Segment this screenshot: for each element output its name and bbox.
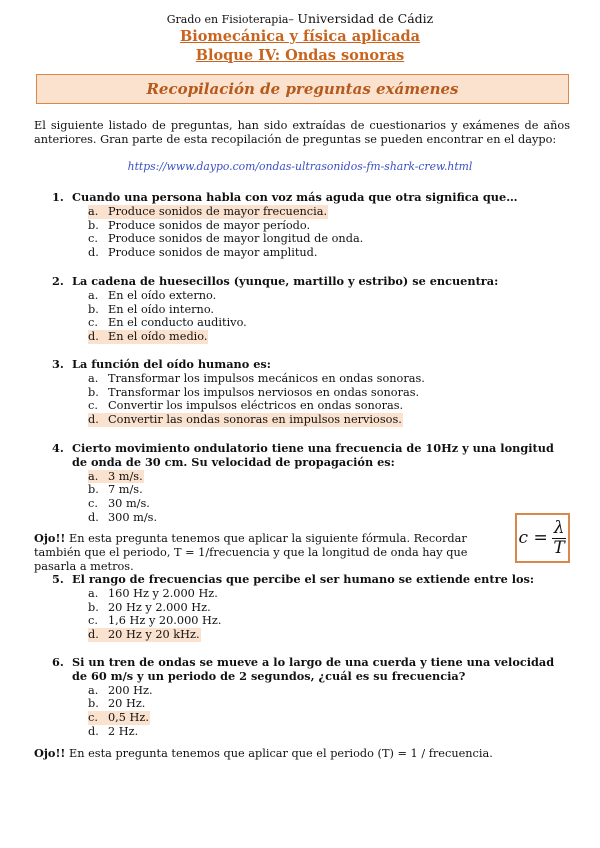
option: d. 2 Hz. — [88, 724, 139, 738]
university-name: Universidad de Cádiz — [297, 11, 434, 26]
note-formula: Ojo!! En esta pregunta tenemos que aplicar la siguiente fórmula. Recordar también que el periodo, T = 1/frecuencia y que la longitud de onda hay que pasarla a metros. — [34, 531, 468, 573]
question-text: El rango de frecuencias que percibe el ser humano se extiende entre los: — [72, 572, 535, 586]
block-title: Bloque IV: Ondas sonoras — [195, 47, 405, 64]
question-1: 1. Cuando una persona habla con voz más aguda que otra significa que… a. Produce sonidos de mayor frecuencia. b. Produce sonidos de mayor período. c. Produce sonidos de mayor longitud de onda. d. Produce sonidos de mayor amplitud. — [52, 191, 572, 260]
question-text: La función del oído humano es: — [72, 357, 271, 371]
option: d. Produce sonidos de mayor amplitud. — [88, 246, 318, 260]
option: b. En el oído interno. — [88, 302, 215, 316]
option: b. Produce sonidos de mayor período. — [88, 218, 311, 232]
ojo-label: Ojo!! — [34, 531, 66, 545]
question-text: La cadena de huesecillos (yunque, martillo y estribo) se encuentra: — [72, 274, 499, 288]
option: a. Transformar los impulsos mecánicos en ondas sonoras. — [88, 371, 425, 385]
section-banner — [36, 74, 569, 104]
question-4: 4. Cierto movimiento ondulatorio tiene una frecuencia de 10Hz y una longitud de onda de 30 cm. Su velocidad de propagación es: a. 3 m/s. b. 7 m/s. c. 30 m/s. d. 300 m/s. — [52, 442, 572, 525]
option-correct: d. 20 Hz y 20 kHz. — [88, 628, 200, 642]
option: a. En el oído externo. — [88, 288, 217, 302]
question-text: Cuando una persona habla con voz más aguda que otra significa que… — [72, 190, 518, 204]
option: b. 7 m/s. — [88, 483, 143, 497]
option-correct: a. 3 m/s. — [88, 469, 143, 483]
fraction: $\frac{\lambda}{T}$ — [553, 517, 565, 558]
note-period: Ojo!! En esta pregunta tenemos que aplicar que el periodo (T) = 1 / frecuencia. — [34, 746, 493, 760]
option: a. 200 Hz. — [88, 683, 153, 697]
intro-paragraph: El siguiente listado de preguntas, han sido extraídas de cuestionarios y exámenes de años anteriores. Gran parte de esta recopilación de preguntas se pueden encontrar en el daypo: — [34, 119, 570, 146]
question-5: 5. El rango de frecuencias que percibe el ser humano se extiende entre los: a. 160 Hz y 2.000 Hz. b. 20 Hz y 2.000 Hz. c. 1,6 Hz y 20.000 Hz. d. 20 Hz y 20 kHz. — [52, 573, 572, 642]
option: a. 160 Hz y 2.000 Hz. — [88, 586, 218, 600]
option: c. 30 m/s. — [88, 497, 150, 511]
option: b. Transformar los impulsos nerviosos en ondas sonoras. — [88, 385, 420, 399]
ojo-label: Ojo!! — [34, 746, 66, 760]
page-header: Grado en Fisioterapia– Universidad de Cádiz — [166, 11, 434, 26]
question-3: 3. La función del oído humano es: a. Transformar los impulsos mecánicos en ondas sonoras. b. Transformar los impulsos nerviosos en ondas sonoras. c. Convertir los impulsos eléctricos en ondas sonoras. d. Convertir las ondas sonoras en impulsos nerviosos. — [52, 358, 572, 427]
question-6: 6. Si un tren de ondas se mueve a lo largo de una cuerda y tiene una velocidad de 60 m/s y un periodo de 2 segundos, ¿cuál es su frecuencia? a. 200 Hz. b. 20 Hz. c. 0,5 Hz. d. 2 Hz. — [52, 656, 572, 739]
option-correct: a. Produce sonidos de mayor frecuencia. — [88, 204, 328, 218]
option: c. 1,6 Hz y 20.000 Hz. — [88, 614, 222, 628]
program-name: Grado en Fisioterapia — [166, 13, 289, 26]
option: d. 300 m/s. — [88, 510, 158, 524]
option-correct: d. En el oído medio. — [88, 330, 208, 344]
banner-title: Recopilación de preguntas exámenes — [146, 80, 459, 98]
option: b. 20 Hz. — [88, 697, 146, 711]
option-correct: c. 0,5 Hz. — [88, 711, 149, 725]
daypo-link[interactable]: https://www.daypo.com/ondas-ultrasonidos-fm-shark-crew.html — [127, 160, 473, 173]
option: c. Produce sonidos de mayor longitud de onda. — [88, 232, 364, 246]
course-title: Biomecánica y física aplicada — [179, 28, 421, 45]
option-correct: d. Convertir las ondas sonoras en impulsos nerviosos. — [88, 413, 402, 427]
question-text: Cierto movimiento ondulatorio tiene una frecuencia de 10Hz y una longitud de onda de 30 cm. Su velocidad de propagación es: — [72, 441, 554, 469]
question-text: Si un tren de ondas se mueve a lo largo de una cuerda y tiene una velocidad de 60 m/s y un periodo de 2 segundos, ¿cuál es su frecuencia? — [72, 655, 555, 683]
option: c. En el conducto auditivo. — [88, 316, 247, 330]
wave-formula-box: c = $\frac{\lambda}{T}$ — [515, 513, 570, 563]
question-2: 2. La cadena de huesecillos (yunque, martillo y estribo) se encuentra: a. En el oído externo. b. En el oído interno. c. En el conducto auditivo. d. En el oído medio. — [52, 275, 572, 344]
option: c. Convertir los impulsos eléctricos en ondas sonoras. — [88, 399, 404, 413]
option: b. 20 Hz y 2.000 Hz. — [88, 600, 211, 614]
